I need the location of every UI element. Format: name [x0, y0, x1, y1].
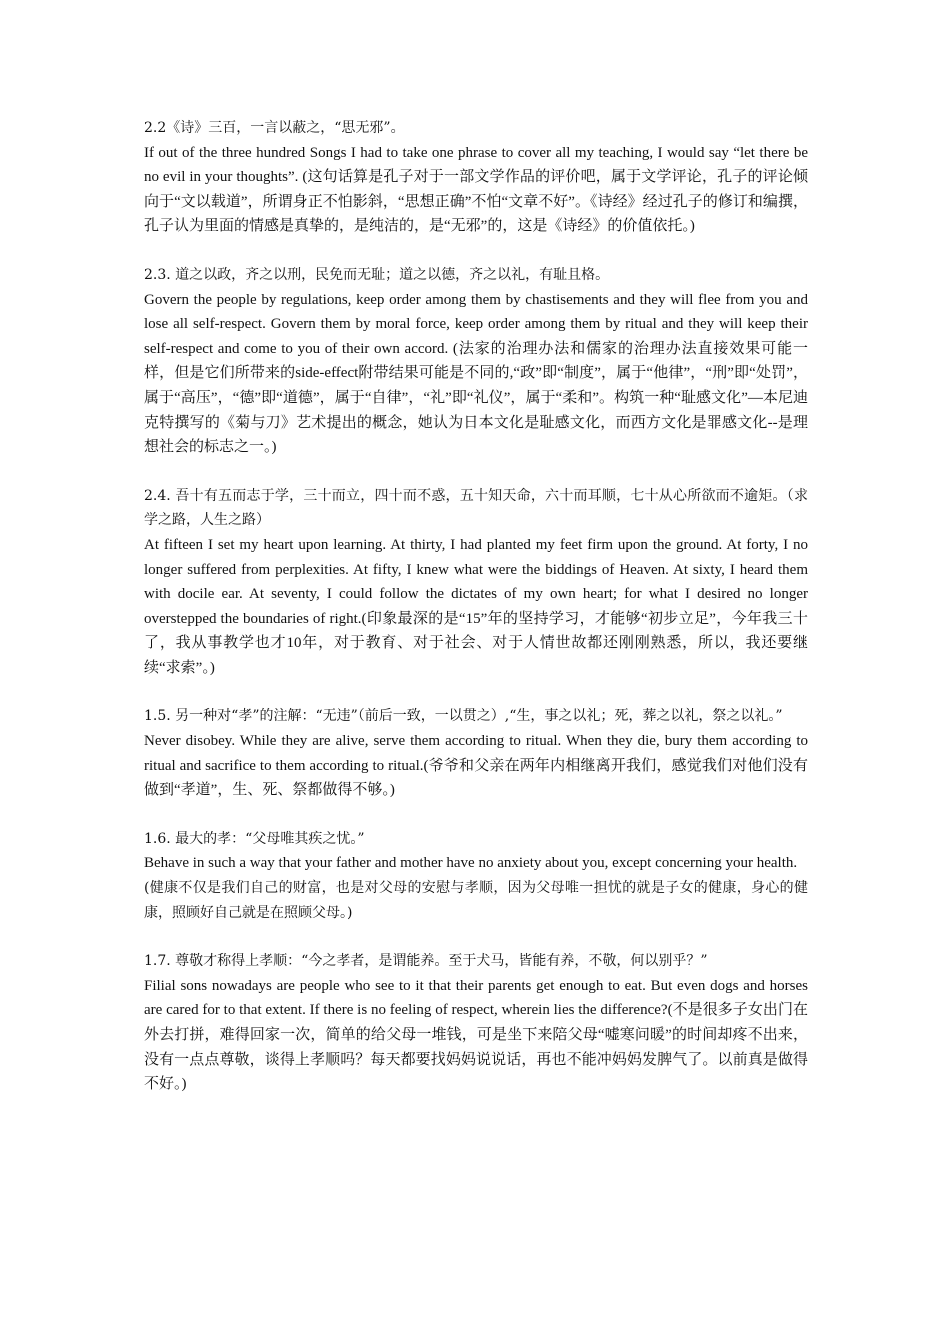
section-1-6: [144, 827, 808, 925]
section-heading: 1.7. 尊敬才称得上孝顺：“今之孝者，是谓能养。至于犬马，皆能有养，不敬，何以别乎？”: [144, 953, 708, 970]
section-body: If out of the three hundred Songs I had to take one phrase to cover all my teaching, I would say “let there be no evil in your thoughts”. (这句话算是孔子对于一部文学作品的评价吧，属于文学评论，孔子的评论倾向于“文以载道”，所谓身正不怕影斜，“思想正确”不怕“文章不好”。《诗经》经过孔子的修订和编撰，孔子认为里面的情感是真挚的，是纯洁的，是“无邪”的，这是《诗经》的价值依托。): [144, 144, 808, 235]
section-1-7: [144, 949, 808, 1097]
section-body: Filial sons nowadays are people who see to it that their parents get enough to eat. But even dogs and horses are cared for to that extent. If there is no feeling of respect, wherein lies the difference?(不是很多子女出门在外去打拼，难得回家一次，简单的给父母一堆钱，可是坐下来陪父母“嘘寒问暖”的时间却疼不出来，没有一点点尊敬，谈得上孝顺吗？每天都要找妈妈说说话，再也不能冲妈妈发脾气了。以前真是做得不好。): [144, 977, 808, 1093]
section-heading: 2.4. 吾十有五而志于学，三十而立，四十而不惑，五十知天命，六十而耳顺，七十从心所欲而不逾矩。（求学之路，人生之路）: [144, 487, 808, 529]
document-page: [144, 116, 808, 1121]
section-body: Behave in such a way that your father and mother have no anxiety about you, except concerning your health.: [144, 855, 798, 872]
section-body: At fifteen I set my heart upon learning. At thirty, I had planted my feet firm upon the ground. At forty, I no longer suffered from perplexities. At fifty, I knew what were the biddings of Heaven. At sixty, I heard them with docile ear. At seventy, I could follow the dictates of my own heart; for what I desired no longer overstepped the boundaries of right.(印象最深的是“15”年的坚持学习，才能够“初步立足”，今年我三十了，我从事教学也才10年，对于教育、对于社会、对于人情世故都还刚刚熟悉，所以，我还要继续“求索”。): [144, 536, 808, 676]
section-2-4: [144, 484, 808, 681]
section-note: (健康不仅是我们自己的财富，也是对父母的安慰与孝顺，因为父母唯一担忧的就是子女的健康，身心的健康，照顾好自己就是在照顾父母。): [144, 880, 808, 921]
section-body: Never disobey. While they are alive, serve them according to ritual. When they die, bury them according to ritual and sacrifice to them according to ritual.(爷爷和父亲在两年内相继离开我们，感觉我们对他们没有做到“孝道”，生、死、祭都做得不够。): [144, 733, 808, 799]
section-heading: 2.3. 道之以政，齐之以刑，民免而无耻；道之以德，齐之以礼，有耻且格。: [144, 266, 610, 283]
section-heading: 1.6. 最大的孝：“父母唯其疾之忧。”: [144, 830, 365, 847]
section-2-3: [144, 263, 808, 460]
section-heading: 1.5. 另一种对“孝”的注解：“无违”（前后一致，一以贯之）,“生，事之以礼；死，葬之以礼，祭之以礼。”: [144, 708, 783, 725]
section-body: Govern the people by regulations, keep order among them by chastisements and they will flee from you and lose all self-respect. Govern them by moral force, keep order among them by ritual and they will keep their self-respect and come to you of their own accord. (法家的治理办法和儒家的治理办法直接效果可能一样，但是它们所带来的side-effect附带结果可能是不同的,“政”即“制度”，属于“他律”，“刑”即“处罚”，属于“高压”，“德”即“道德”，属于“自律”，“礼”即“礼仪”，属于“柔和”。构筑一种“耻感文化”—本尼迪克特撰写的《菊与刀》艺术提出的概念，她认为日本文化是耻感文化，而西方文化是罪感文化--是理想社会的标志之一。): [144, 291, 808, 456]
section-1-5: [144, 704, 808, 802]
section-heading: 2.2《诗》三百，一言以蔽之，“思无邪”。: [144, 120, 405, 136]
section-2-2: [144, 116, 808, 239]
